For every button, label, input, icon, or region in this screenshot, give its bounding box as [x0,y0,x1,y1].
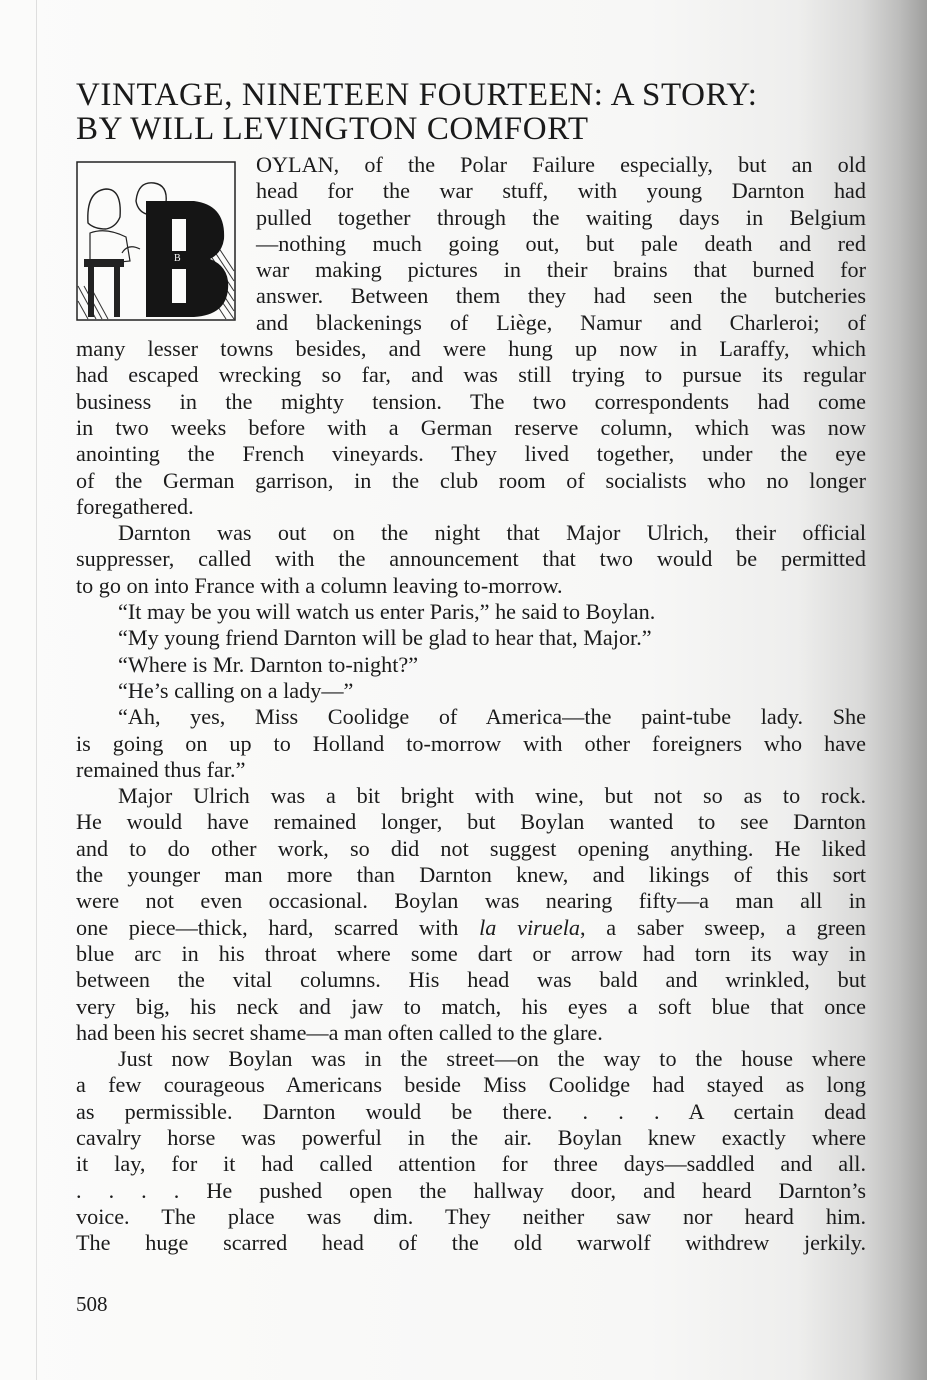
text-line: anointing the French vineyards. They lived together, under the eye [76,441,866,467]
text-line: a few courageous Americans beside Miss Coolidge had stayed as long [76,1072,866,1098]
page-fold-shadow [36,0,37,1380]
text-line: suppresser, called with the announcement that two would be permitted [76,546,866,572]
text-line: of the German garrison, in the club room of socialists who no longer [76,467,866,493]
text-line: “He’s calling on a lady—” [118,677,354,703]
text-line: in two weeks before with a German reserve column, which was now [76,414,866,440]
text-line: to go on into France with a column leaving to-morrow. [76,572,563,598]
story-title-line-1: VINTAGE, NINETEEN FOURTEEN: A STORY: [76,77,758,113]
text-line: it lay, for it had called attention for three days—saddled and all. [76,1151,866,1177]
text-line: “Ah, yes, Miss Coolidge of America—the paint-tube lady. She [118,704,866,730]
text-line: very big, his neck and jaw to match, his eyes a soft blue that once [76,993,866,1019]
text-line: the younger man more than Darnton knew, and likings of this sort [76,862,866,888]
text-line: “It may be you will watch us enter Paris,” he said to Boylan. [118,599,656,625]
text-line: blue arc in his throat where some dart or arrow had torn its way in [76,940,866,966]
text-line: head for the war stuff, with young Darnton had [256,178,866,204]
story-body [76,152,866,1256]
text-line: business in the mighty tension. The two correspondents had come [76,388,866,414]
dropcap-letter: B [174,253,181,264]
text-line: and blackenings of Liège, Namur and Charleroi; of [256,309,866,335]
text-line: had been his secret shame—a man often called to the glare. [76,1019,603,1045]
text-line: cavalry horse was powerful in the air. Boylan knew exactly where [76,1124,866,1150]
text-line: war making pictures in their brains that burned for [256,257,866,283]
text-line: many lesser towns besides, and were hung up now in Laraffy, which [76,336,866,362]
text-fragment: one piece—thick, hard, scarred with [76,914,459,940]
text-line: “Where is Mr. Darnton to-night?” [118,651,419,677]
text-line: He would have remained longer, but Boylan wanted to see Darnton [76,809,866,835]
text-line: had escaped wrecking so far, and was still trying to pursue its regular [76,362,866,388]
story-title [76,78,876,146]
text-line: and to do other work, so did not suggest opening anything. He liked [76,835,866,861]
text-fragment: , a saber sweep, a green [579,914,867,940]
italic-phrase: la viruela [479,914,580,940]
text-line: . . . . He pushed open the hallway door, and heard Darnton’s [76,1177,866,1203]
text-line: pulled together through the waiting days in Belgium [256,204,866,230]
text-line: were not even occasional. Boylan was nearing fifty—a man all in [76,888,866,914]
text-line: OYLAN, of the Polar Failure especially, but an old [256,152,866,177]
text-line: Just now Boylan was in the street—on the way to the house where [118,1046,866,1072]
text-line: is going on up to Holland to-morrow with other foreigners who have [76,730,866,756]
text-line: foregathered. [76,493,194,519]
text-line: The huge scarred head of the old warwolf withdrew jerkily. [76,1230,866,1256]
text-line: answer. Between them they had seen the butcheries [256,283,866,309]
text-line: Darnton was out on the night that Major Ulrich, their official [118,520,866,546]
text-line: Major Ulrich was a bit bright with wine, but not so as to rock. [118,783,866,809]
text-line: “My young friend Darnton will be glad to hear that, Major.” [118,625,652,651]
page-number: 508 [76,1292,108,1316]
text-line: —nothing much going out, but pale death and red [256,230,866,256]
text-line: remained thus far.” [76,756,246,782]
text-line: voice. The place was dim. They neither saw nor heard him. [76,1203,866,1229]
story-title-line-2: BY WILL LEVINGTON COMFORT [76,111,589,147]
text-line: as permissible. Darnton would be there. . . . A certain dead [76,1098,866,1124]
text-line: between the vital columns. His head was bald and wrinkled, but [76,967,866,993]
text-line-with-italic [76,915,866,941]
